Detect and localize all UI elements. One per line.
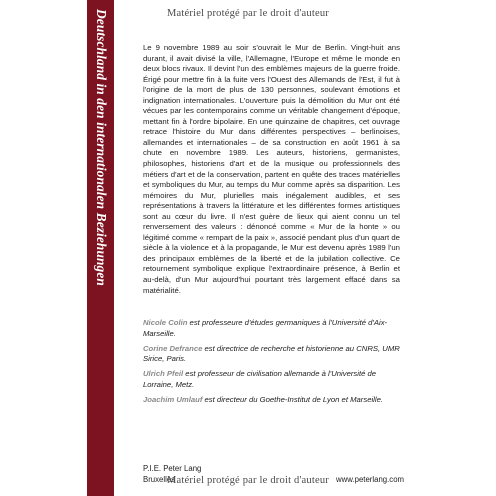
bio-entry [143, 369, 405, 391]
book-description: Le 9 novembre 1989 au soir s'ouvrait le Mur de Berlin. Vingt-huit ans durant, il avait divisé la ville, l'Allemagne, l'Europe et même le monde en deux blocs rivaux. Il devint l'un des emblèmes majeurs de la guerre froide. Érigé pour mettre fin à la fuite vers l'Ouest des Allemands de l'Est, il fut à l'origine de la mort de plus de 130 personnes, soulevant émotions et indignation internationales. L'ouverture puis la démolition du Mur ont été vécues par les contemporains comme un véritable changement d'époque, mettant fin à l'ordre bipolaire. En une quinzaine de chapitres, cet ouvrage retrace l'histoire du Mur dans différentes perspectives – berlinoises, allemandes et internationales – de sa construction en août 1961 à sa chute en novembre 1989. Les auteurs, historiens, germanistes, philosophes, historiens d'art et de la musique ou professionnels des métiers d'art et de la conservation, partent en quête des traces matérielles et symboliques du Mur, au temps du Mur comme après sa disparition. Les mémoires du Mur, plurielles mais inégalement audibles, et ses représentations à travers la littérature et les différentes formes artistiques sont au cœur du livre. Il n'est guère de lieux qui aient connu un tel renversement des valeurs : dénoncé comme « Mur de la honte » ou légitimé comme « rempart de la paix », associé pendant plus d'un quart de siècle à la violence et à la propagande, le Mur est devenu après 1989 l'un des principaux emblèmes de la liberté et de la jubilation collective. Ce retournement symbolique explique l'extraordinaire présence, à Berlin et au-delà, d'un Mur aujourd'hui pourtant très largement effacé dans sa matérialité. [143, 43, 400, 295]
series-title: Deutschland in den internationalen Beziehungen [94, 9, 109, 286]
author-name: Ulrich Pfeil [143, 369, 184, 379]
author-bio-text: est professeure d'études germaniques à l'Université d'Aix-Marseille. [143, 318, 388, 338]
copyright-watermark-top: Matériel protégé par le droit d'auteur [167, 8, 329, 19]
author-bios [143, 318, 405, 410]
bio-entry [143, 318, 405, 340]
author-bio-text: est professeur de civilisation allemande à l'Université de Lorraine, Metz. [143, 369, 377, 389]
author-name: Corine Defrance [143, 343, 203, 353]
publisher-website: www.peterlang.com [336, 475, 405, 484]
publisher-city: Bruxelles [143, 474, 176, 484]
copyright-watermark-bottom: Matériel protégé par le droit d'auteur [167, 475, 329, 486]
author-bio-text: est directeur du Goethe-Institut de Lyon et Marseille. [202, 394, 384, 404]
author-bio-text: est directrice de recherche et historienne au CNRS, UMR Sirice, Paris. [143, 343, 400, 364]
bio-entry [143, 344, 405, 366]
publisher-name: P.I.E. Peter Lang [143, 464, 202, 473]
author-name: Joachim Umlauf [143, 394, 203, 404]
author-name: Nicole Colin [143, 318, 188, 327]
bio-entry [143, 395, 405, 406]
